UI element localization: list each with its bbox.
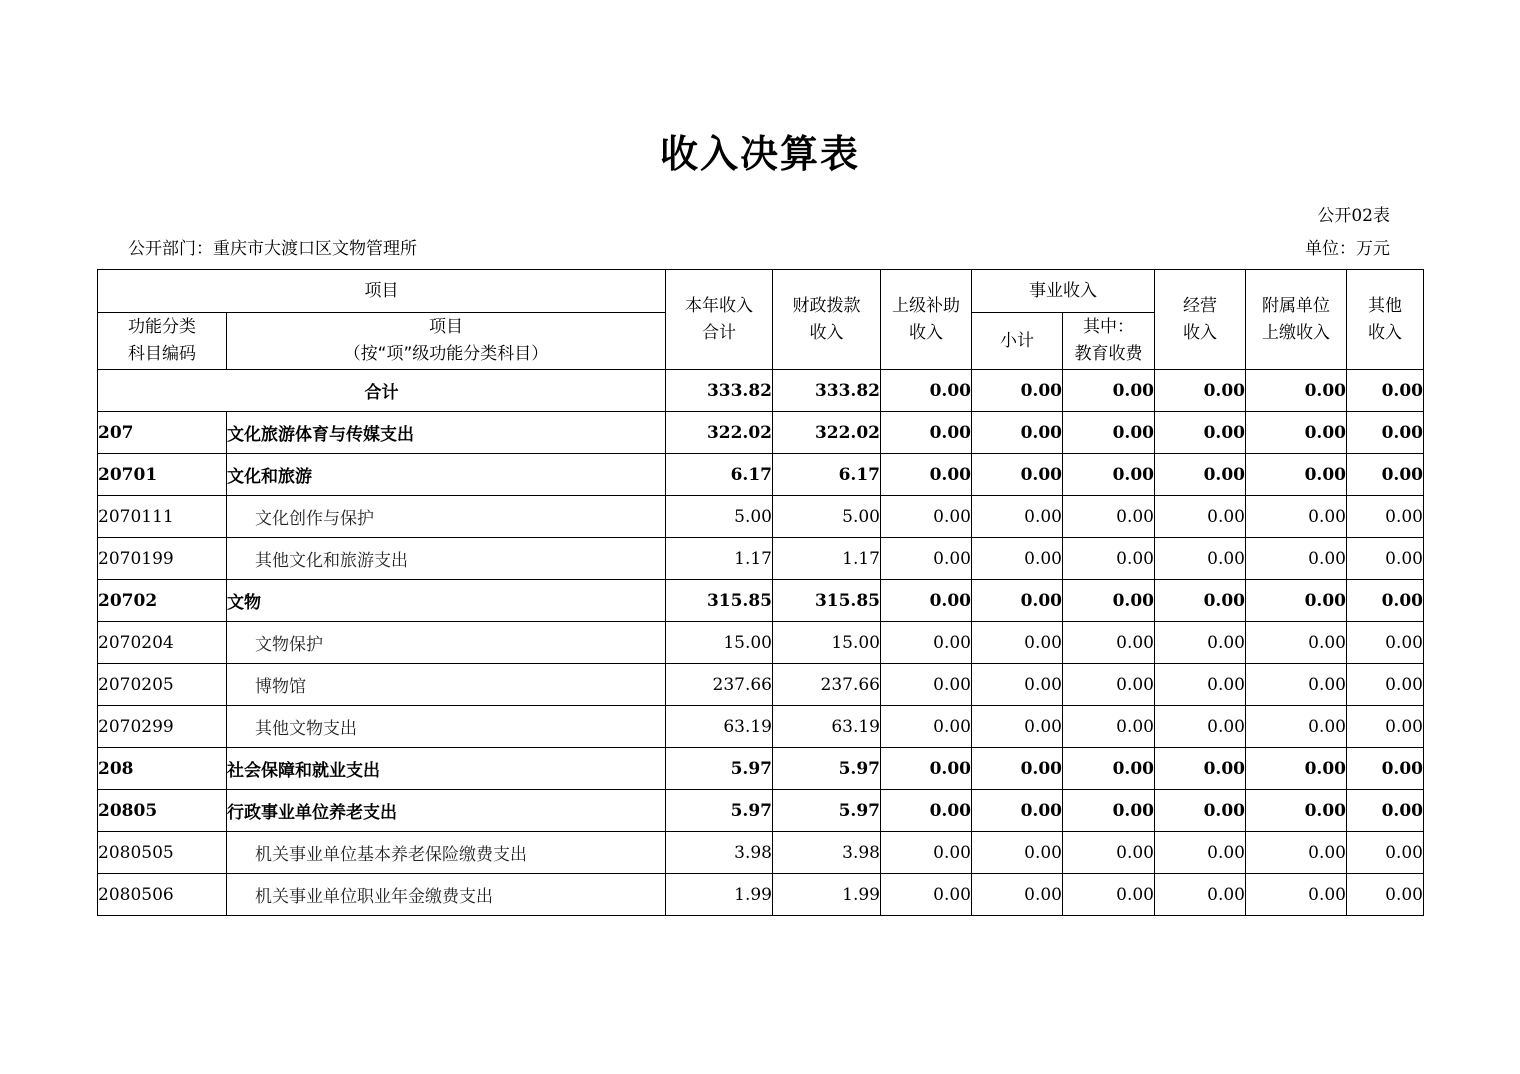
- project-name-cell: 文物保护: [227, 622, 666, 664]
- header-other-line2: 收入: [1368, 322, 1402, 343]
- amount-cell: 0.00: [972, 790, 1063, 832]
- amount-cell: 0.00: [1155, 538, 1246, 580]
- amount-cell: 0.00: [1155, 580, 1246, 622]
- total-cell: 0.00: [1155, 370, 1246, 412]
- amount-cell: 0.00: [881, 496, 972, 538]
- project-name-cell: 文化创作与保护: [227, 496, 666, 538]
- function-code-cell: 208: [98, 748, 227, 790]
- amount-cell: 0.00: [1063, 538, 1155, 580]
- income-final-accounts-table: [97, 269, 1424, 916]
- table-row: [98, 748, 1424, 790]
- amount-cell: 5.00: [666, 496, 773, 538]
- amount-cell: 0.00: [881, 664, 972, 706]
- amount-cell: 0.00: [1347, 622, 1424, 664]
- amount-cell: 0.00: [972, 496, 1063, 538]
- amount-cell: 0.00: [972, 622, 1063, 664]
- amount-cell: 0.00: [1246, 874, 1347, 916]
- table-row: [98, 496, 1424, 538]
- amount-cell: 0.00: [881, 874, 972, 916]
- amount-cell: 0.00: [1347, 454, 1424, 496]
- total-cell: 0.00: [972, 370, 1063, 412]
- amount-cell: 315.85: [666, 580, 773, 622]
- header-row-1: [98, 270, 1424, 313]
- amount-cell: 0.00: [972, 538, 1063, 580]
- total-row: [98, 370, 1424, 412]
- amount-cell: 0.00: [881, 538, 972, 580]
- function-code-cell: 2070299: [98, 706, 227, 748]
- project-name-cell: 文物: [227, 580, 666, 622]
- header-total-income: [666, 270, 773, 370]
- amount-cell: 0.00: [1063, 580, 1155, 622]
- project-name-cell: 社会保障和就业支出: [227, 748, 666, 790]
- header-superior-subsidy: [881, 270, 972, 370]
- amount-cell: 0.00: [1246, 748, 1347, 790]
- total-row-label: 合计: [98, 370, 666, 412]
- amount-cell: 0.00: [1155, 832, 1246, 874]
- amount-cell: 0.00: [1063, 706, 1155, 748]
- table-row: [98, 580, 1424, 622]
- function-code-cell: 20702: [98, 580, 227, 622]
- amount-cell: 0.00: [1347, 790, 1424, 832]
- amount-cell: 0.00: [972, 874, 1063, 916]
- amount-cell: 0.00: [1246, 454, 1347, 496]
- page-title: 收入决算表: [659, 132, 860, 176]
- amount-cell: 5.97: [666, 748, 773, 790]
- header-project-name-line2: （按“项”级功能分类科目）: [343, 344, 549, 364]
- function-code-cell: 20701: [98, 454, 227, 496]
- table-row: [98, 790, 1424, 832]
- amount-cell: 0.00: [1063, 832, 1155, 874]
- amount-cell: 0.00: [881, 706, 972, 748]
- header-function-code: [98, 313, 227, 370]
- table-row: [98, 412, 1424, 454]
- amount-cell: 0.00: [1063, 874, 1155, 916]
- header-other-income: [1347, 270, 1424, 370]
- amount-cell: 0.00: [1155, 412, 1246, 454]
- header-fiscal-line2: 收入: [809, 322, 844, 343]
- amount-cell: 0.00: [881, 790, 972, 832]
- header-operating-line1: 经营: [1183, 295, 1217, 316]
- total-cell: 333.82: [773, 370, 881, 412]
- header-education-fees: [1063, 313, 1155, 370]
- amount-cell: 0.00: [1155, 790, 1246, 832]
- header-operating-line2: 收入: [1183, 322, 1217, 343]
- amount-cell: 0.00: [1063, 454, 1155, 496]
- function-code-cell: 2070199: [98, 538, 227, 580]
- header-operating-income: [1155, 270, 1246, 370]
- total-cell: 0.00: [1063, 370, 1155, 412]
- header-fiscal-appropriation: [773, 270, 881, 370]
- amount-cell: 1.99: [773, 874, 881, 916]
- amount-cell: 0.00: [1063, 790, 1155, 832]
- amount-cell: 0.00: [972, 664, 1063, 706]
- amount-cell: 0.00: [1347, 538, 1424, 580]
- header-other-line1: 其他: [1368, 295, 1402, 316]
- amount-cell: 5.00: [773, 496, 881, 538]
- header-fiscal-line1: 财政拨款: [792, 295, 861, 316]
- amount-cell: 0.00: [1246, 664, 1347, 706]
- amount-cell: 0.00: [972, 412, 1063, 454]
- table-row: [98, 874, 1424, 916]
- header-subtotal: 小计: [972, 313, 1063, 370]
- table-row: [98, 538, 1424, 580]
- project-name-cell: 机关事业单位基本养老保险缴费支出: [227, 832, 666, 874]
- header-project-name-line1: 项目: [429, 317, 463, 337]
- amount-cell: 0.00: [1155, 706, 1246, 748]
- amount-cell: 0.00: [972, 580, 1063, 622]
- amount-cell: 0.00: [1246, 496, 1347, 538]
- amount-cell: 3.98: [666, 832, 773, 874]
- amount-cell: 0.00: [972, 454, 1063, 496]
- amount-cell: 0.00: [1063, 748, 1155, 790]
- amount-cell: 322.02: [666, 412, 773, 454]
- amount-cell: 1.17: [666, 538, 773, 580]
- amount-cell: 315.85: [773, 580, 881, 622]
- amount-cell: 0.00: [972, 748, 1063, 790]
- header-education-line2: 教育收费: [1074, 344, 1143, 364]
- function-code-cell: 20805: [98, 790, 227, 832]
- amount-cell: 0.00: [1347, 496, 1424, 538]
- table-body: [98, 370, 1424, 916]
- amount-cell: 0.00: [1155, 454, 1246, 496]
- amount-cell: 0.00: [1246, 622, 1347, 664]
- amount-cell: 0.00: [972, 706, 1063, 748]
- amount-cell: 0.00: [1347, 664, 1424, 706]
- table-row: [98, 622, 1424, 664]
- header-career-income: 事业收入: [972, 270, 1155, 313]
- function-code-cell: 2070111: [98, 496, 227, 538]
- header-affiliated-income: [1246, 270, 1347, 370]
- function-code-cell: 2080506: [98, 874, 227, 916]
- project-name-cell: 其他文物支出: [227, 706, 666, 748]
- amount-cell: 5.97: [666, 790, 773, 832]
- amount-cell: 63.19: [773, 706, 881, 748]
- amount-cell: 237.66: [666, 664, 773, 706]
- amount-cell: 0.00: [1347, 706, 1424, 748]
- amount-cell: 237.66: [773, 664, 881, 706]
- amount-cell: 0.00: [1063, 412, 1155, 454]
- amount-cell: 0.00: [1246, 538, 1347, 580]
- project-name-cell: 博物馆: [227, 664, 666, 706]
- amount-cell: 15.00: [666, 622, 773, 664]
- header-education-line1: 其中：: [1083, 317, 1134, 337]
- function-code-cell: 2070205: [98, 664, 227, 706]
- total-cell: 333.82: [666, 370, 773, 412]
- amount-cell: 1.99: [666, 874, 773, 916]
- amount-cell: 0.00: [1155, 664, 1246, 706]
- header-affiliated-line1: 附属单位: [1262, 295, 1330, 316]
- amount-cell: 1.17: [773, 538, 881, 580]
- amount-cell: 0.00: [1155, 496, 1246, 538]
- amount-cell: 0.00: [1347, 832, 1424, 874]
- function-code-cell: 207: [98, 412, 227, 454]
- amount-cell: 0.00: [1063, 664, 1155, 706]
- function-code-cell: 2080505: [98, 832, 227, 874]
- department-label: 公开部门：重庆市大渡口区文物管理所: [128, 239, 417, 259]
- table-row: [98, 832, 1424, 874]
- amount-cell: 0.00: [881, 832, 972, 874]
- table-row: [98, 454, 1424, 496]
- amount-cell: 0.00: [1347, 874, 1424, 916]
- project-name-cell: 行政事业单位养老支出: [227, 790, 666, 832]
- project-name-cell: 文化旅游体育与传媒支出: [227, 412, 666, 454]
- amount-cell: 0.00: [1347, 580, 1424, 622]
- amount-cell: 0.00: [972, 832, 1063, 874]
- amount-cell: 0.00: [1155, 874, 1246, 916]
- project-name-cell: 文化和旅游: [227, 454, 666, 496]
- amount-cell: 0.00: [1063, 622, 1155, 664]
- header-total-income-line1: 本年收入: [685, 295, 753, 316]
- amount-cell: 0.00: [881, 622, 972, 664]
- amount-cell: 0.00: [881, 748, 972, 790]
- amount-cell: 0.00: [1063, 496, 1155, 538]
- total-cell: 0.00: [881, 370, 972, 412]
- amount-cell: 3.98: [773, 832, 881, 874]
- project-name-cell: 机关事业单位职业年金缴费支出: [227, 874, 666, 916]
- amount-cell: 0.00: [1347, 748, 1424, 790]
- amount-cell: 0.00: [1246, 412, 1347, 454]
- table-number: 公开02表: [1317, 206, 1390, 226]
- total-cell: 0.00: [1347, 370, 1424, 412]
- table-row: [98, 664, 1424, 706]
- amount-cell: 0.00: [1246, 832, 1347, 874]
- header-total-income-line2: 合计: [702, 322, 736, 343]
- amount-cell: 0.00: [1246, 706, 1347, 748]
- amount-cell: 0.00: [881, 454, 972, 496]
- header-function-code-line2: 科目编码: [128, 344, 196, 364]
- header-superior-line2: 收入: [909, 322, 943, 343]
- header-project-name: [227, 313, 666, 370]
- amount-cell: 6.17: [773, 454, 881, 496]
- project-name-cell: 其他文化和旅游支出: [227, 538, 666, 580]
- amount-cell: 5.97: [773, 748, 881, 790]
- amount-cell: 5.97: [773, 790, 881, 832]
- amount-cell: 6.17: [666, 454, 773, 496]
- amount-cell: 63.19: [666, 706, 773, 748]
- header-function-code-line1: 功能分类: [128, 317, 196, 337]
- total-cell: 0.00: [1246, 370, 1347, 412]
- amount-cell: 0.00: [881, 580, 972, 622]
- amount-cell: 15.00: [773, 622, 881, 664]
- header-superior-line1: 上级补助: [892, 295, 960, 316]
- function-code-cell: 2070204: [98, 622, 227, 664]
- header-affiliated-line2: 上缴收入: [1262, 322, 1330, 343]
- amount-cell: 322.02: [773, 412, 881, 454]
- amount-cell: 0.00: [881, 412, 972, 454]
- table-row: [98, 706, 1424, 748]
- amount-cell: 0.00: [1347, 412, 1424, 454]
- amount-cell: 0.00: [1246, 580, 1347, 622]
- amount-cell: 0.00: [1155, 748, 1246, 790]
- amount-cell: 0.00: [1246, 790, 1347, 832]
- unit-label: 单位：万元: [1305, 239, 1390, 259]
- amount-cell: 0.00: [1155, 622, 1246, 664]
- header-project: 项目: [98, 270, 666, 313]
